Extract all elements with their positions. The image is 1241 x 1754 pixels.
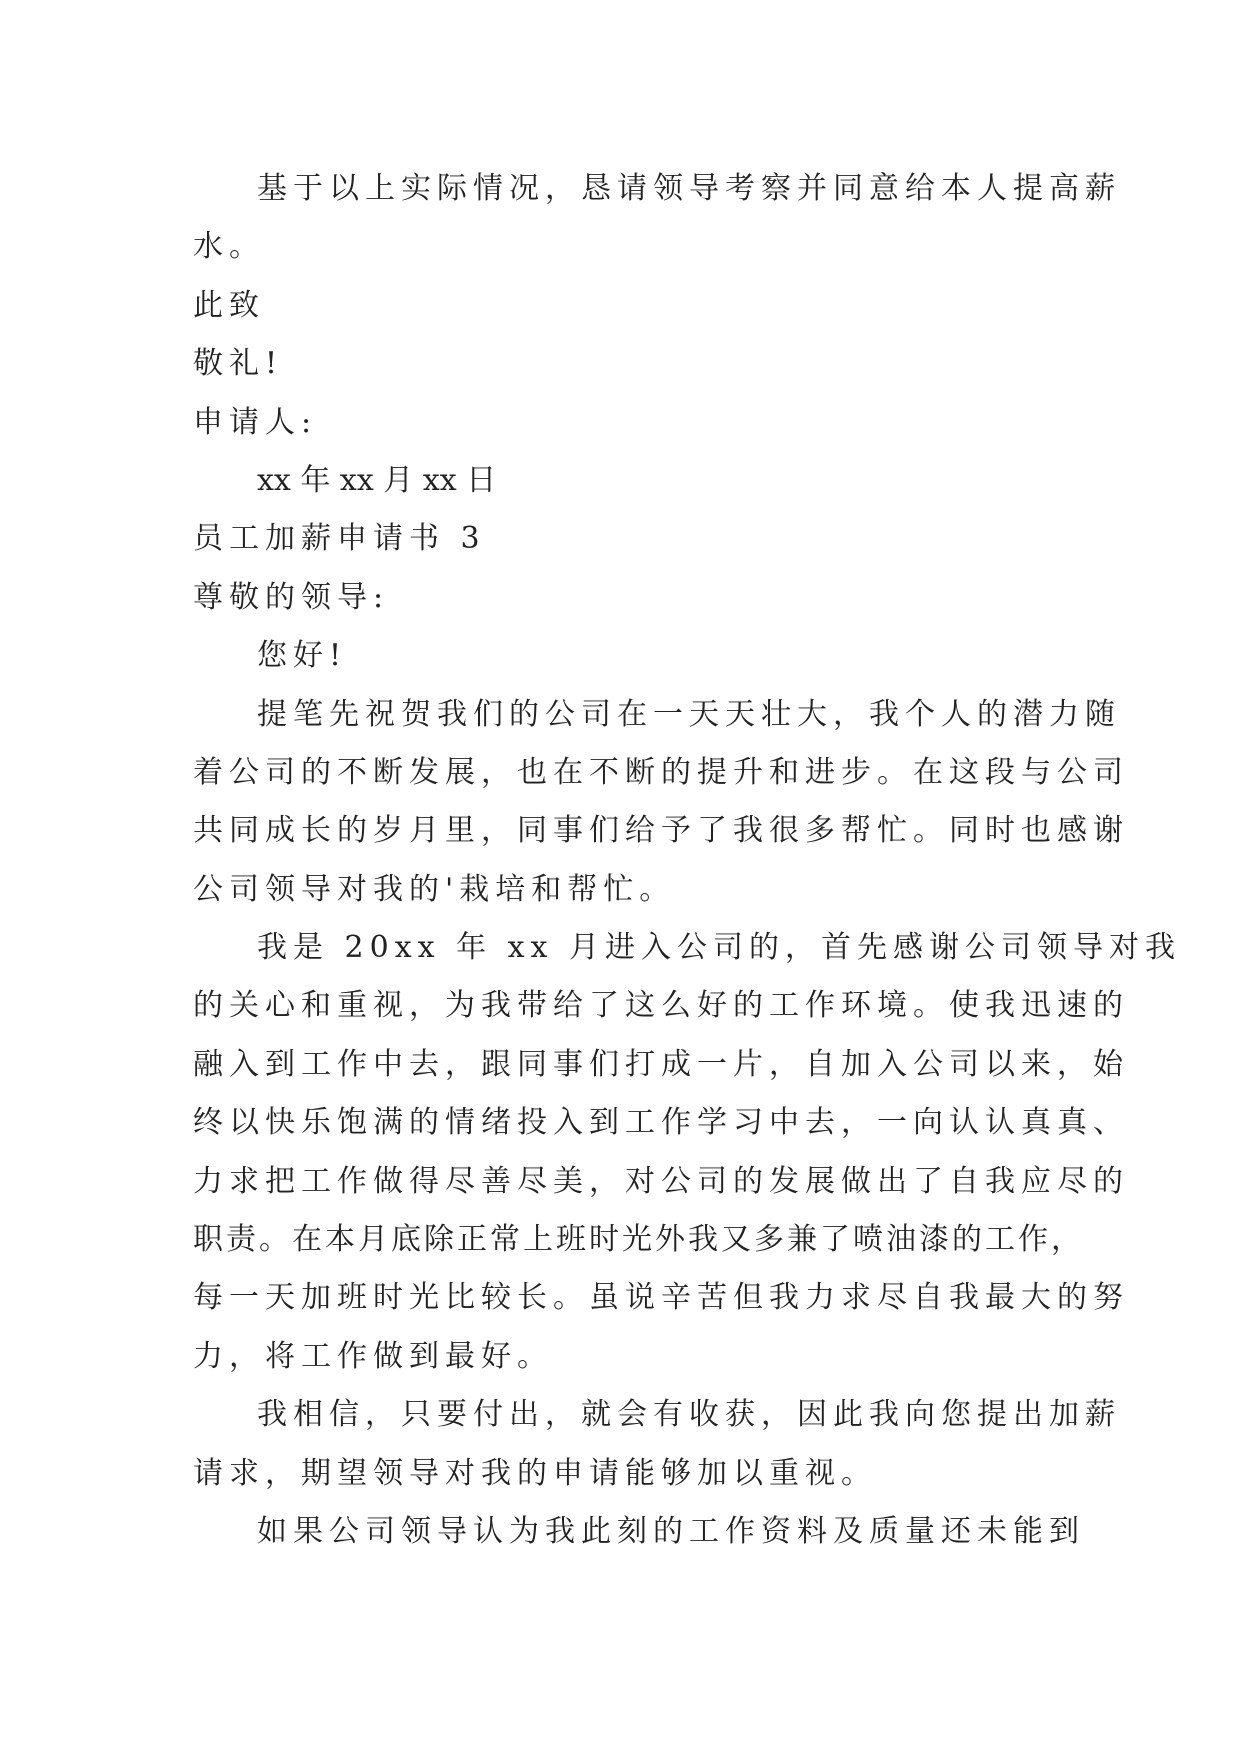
- text-line: 职责。在本月底除正常上班时光外我又多兼了喷油漆的工作，: [193, 1222, 1084, 1258]
- applicant-label: 申请人:: [193, 404, 318, 440]
- greeting-line: 尊敬的领导:: [193, 579, 390, 615]
- text-line: 水。: [193, 229, 265, 265]
- text-line: 您好!: [257, 638, 348, 674]
- text-line: 提笔先祝贺我们的公司在一天天壮大，我个人的潜力随: [257, 696, 1121, 732]
- salutation-line: 敬礼!: [193, 346, 284, 382]
- text-line: 融入到工作中去，跟同事们打成一片，自加入公司以来，始: [193, 1046, 1129, 1082]
- text-line: 每一天加班时光比较长。虽说辛苦但我力求尽自我最大的努: [193, 1280, 1129, 1316]
- text-line: 着公司的不断发展，也在不断的提升和进步。在这段与公司: [193, 754, 1129, 790]
- text-line: 终以快乐饱满的情绪投入到工作学习中去，一向认认真真、: [193, 1105, 1129, 1141]
- closing-line: 此致: [193, 287, 265, 323]
- text-line: 如果公司领导认为我此刻的工作资料及质量还未能到: [257, 1513, 1085, 1549]
- document-body: [193, 160, 1181, 1561]
- text-line: 力，将工作做到最好。: [193, 1338, 553, 1374]
- text-line: 我相信，只要付出，就会有收获，因此我向您提出加薪: [257, 1397, 1121, 1433]
- text-line: 基于以上实际情况，恳请领导考察并同意给本人提高薪: [257, 171, 1121, 206]
- text-line: 请求，期望领导对我的申请能够加以重视。: [193, 1455, 877, 1491]
- section-title: 员工加薪申请书 3: [193, 521, 486, 557]
- text-line: 我是 20xx 年 xx 月进入公司的，首先感谢公司领导对我: [257, 930, 1181, 966]
- text-line: 力求把工作做得尽善尽美，对公司的发展做出了自我应尽的: [193, 1163, 1129, 1199]
- text-line: 共同成长的岁月里，同事们给予了我很多帮忙。同时也感谢: [193, 813, 1129, 849]
- text-line: 的关心和重视，为我带给了这么好的工作环境。使我迅速的: [193, 988, 1129, 1024]
- text-line: 公司领导对我的'栽培和帮忙。: [193, 871, 676, 907]
- date-line: xx 年 xx 月 xx 日: [257, 462, 497, 498]
